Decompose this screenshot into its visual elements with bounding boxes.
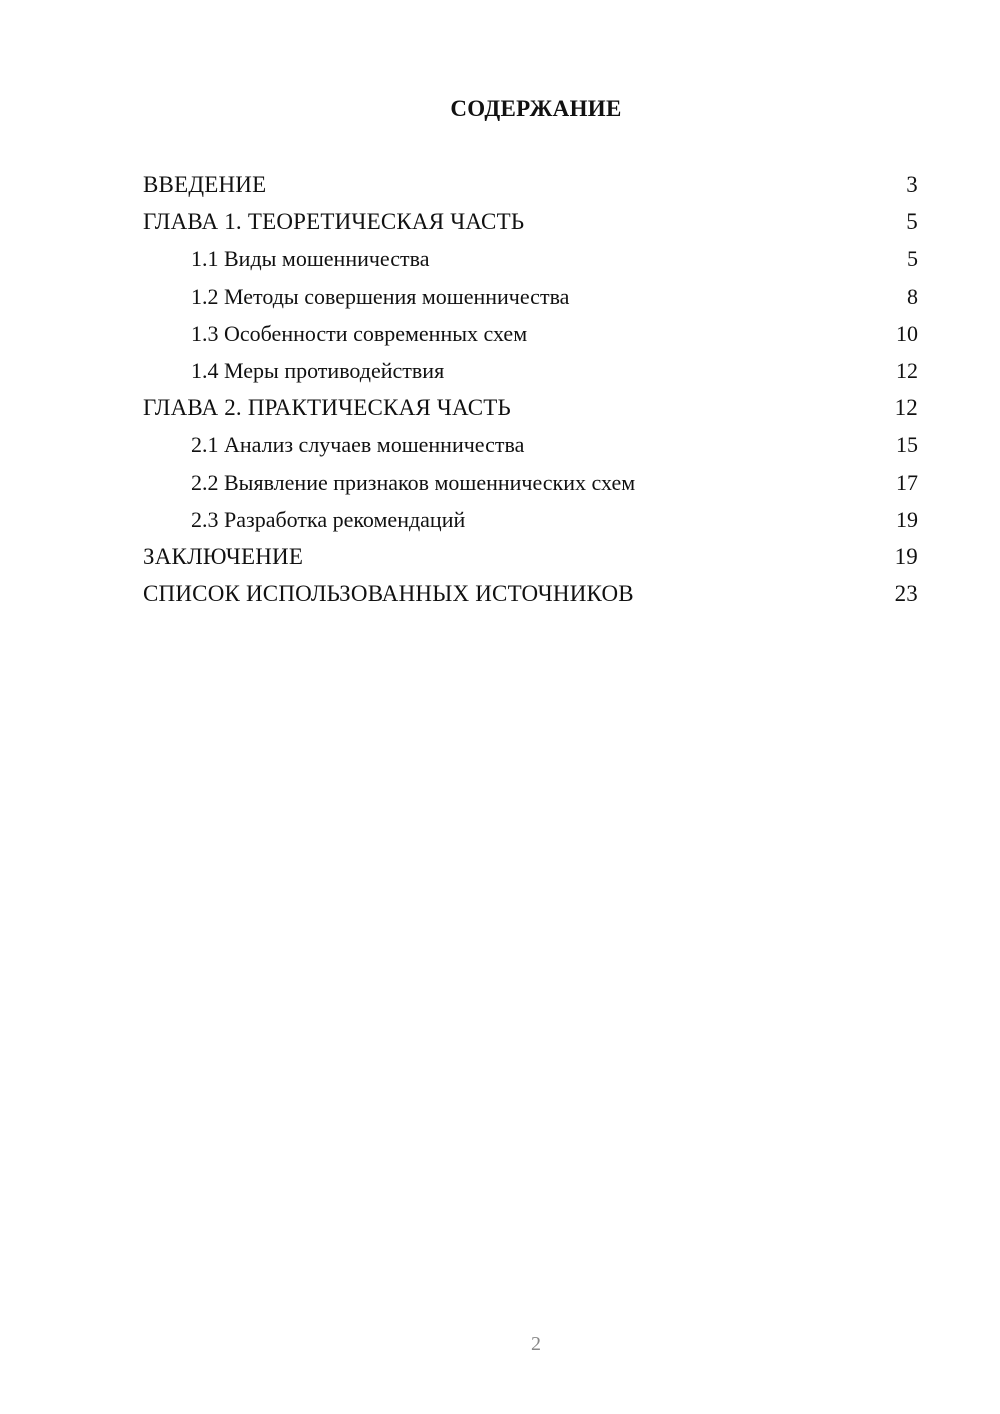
toc-entry-label: 1.2 Методы совершения мошенничества xyxy=(191,283,570,309)
toc-entry-page: 19 xyxy=(896,506,918,532)
toc-entry-label: ГЛАВА 2. ПРАКТИЧЕСКАЯ ЧАСТЬ xyxy=(143,395,511,421)
toc-entry-label: 1.4 Меры противодействия xyxy=(191,357,445,383)
toc-entry-page: 23 xyxy=(894,581,918,607)
toc-entry-chapter-1[interactable] xyxy=(143,203,918,240)
toc-entry-label: ЗАКЛЮЧЕНИЕ xyxy=(143,543,304,569)
toc-entry-page: 3 xyxy=(906,172,918,197)
toc-entry-label: 2.1 Анализ случаев мошенничества xyxy=(191,432,525,458)
toc-entry-label: ВВЕДЕНИЕ xyxy=(143,172,267,197)
toc-entry-section-1-4[interactable] xyxy=(143,352,918,389)
toc-entry-page: 5 xyxy=(906,209,918,235)
page-number: 2 xyxy=(531,1333,541,1355)
toc-entry-references[interactable] xyxy=(143,575,918,612)
toc-entry-page: 12 xyxy=(896,357,918,383)
toc-entry-label: СПИСОК ИСПОЛЬЗОВАННЫХ ИСТОЧНИКОВ xyxy=(143,581,634,607)
table-of-contents xyxy=(143,166,918,612)
toc-entry-label: 2.3 Разработка рекомендаций xyxy=(191,506,466,532)
toc-entry-label: ГЛАВА 1. ТЕОРЕТИЧЕСКАЯ ЧАСТЬ xyxy=(143,209,525,235)
toc-entry-page: 10 xyxy=(896,320,918,346)
toc-entry-section-2-2[interactable] xyxy=(143,464,918,501)
toc-entry-chapter-2[interactable] xyxy=(143,389,918,426)
toc-entry-section-1-2[interactable] xyxy=(143,278,918,315)
toc-entry-section-2-3[interactable] xyxy=(143,501,918,538)
toc-entry-page: 12 xyxy=(894,395,918,421)
toc-entry-label: 1.3 Особенности современных схем xyxy=(191,320,528,346)
toc-entry-page: 15 xyxy=(896,432,918,458)
toc-title: СОДЕРЖАНИЕ xyxy=(450,96,622,121)
toc-entry-section-2-1[interactable] xyxy=(143,426,918,463)
toc-entry-page: 17 xyxy=(896,469,918,495)
toc-entry-label: 2.2 Выявление признаков мошеннических схем xyxy=(191,469,636,495)
toc-entry-page: 19 xyxy=(894,543,918,569)
toc-entry-section-1-1[interactable] xyxy=(143,240,918,277)
toc-entry-conclusion[interactable] xyxy=(143,538,918,575)
toc-entry-section-1-3[interactable] xyxy=(143,315,918,352)
toc-entry-introduction[interactable] xyxy=(143,166,918,203)
toc-entry-page: 8 xyxy=(907,283,918,309)
toc-entry-label: 1.1 Виды мошенничества xyxy=(191,246,430,272)
toc-entry-page: 5 xyxy=(907,246,918,272)
